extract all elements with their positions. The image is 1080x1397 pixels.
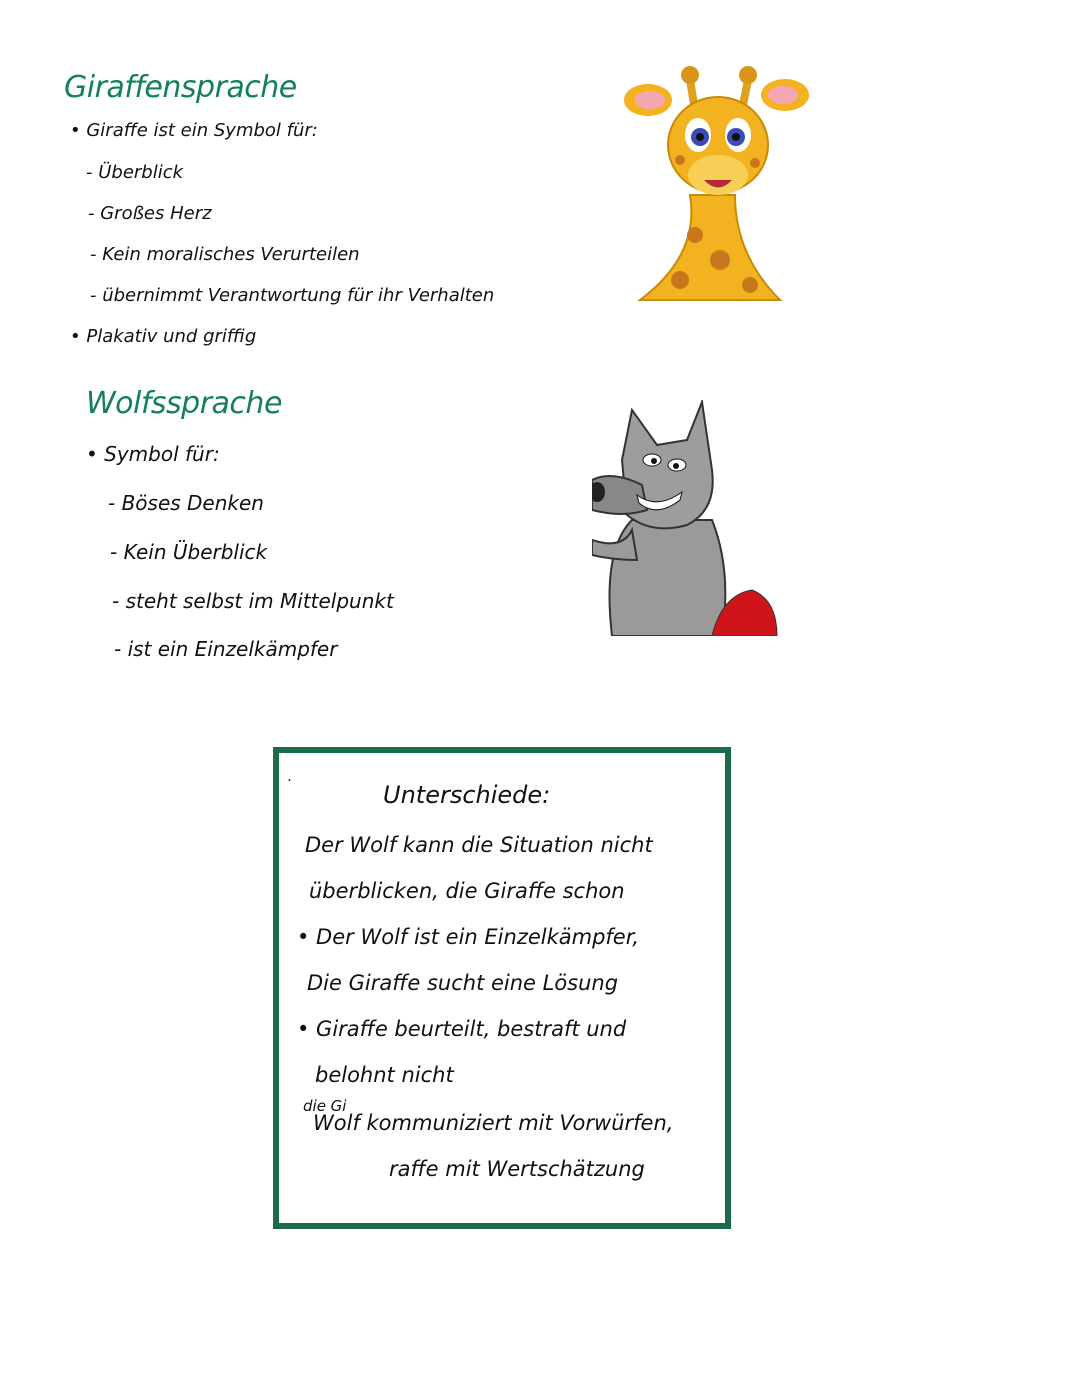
box-line: belohnt nicht — [315, 1063, 454, 1087]
box-line: • Giraffe beurteilt, bestraft und — [297, 1017, 627, 1041]
list-item: - ist ein Einzelkämpfer — [114, 637, 338, 661]
box-line: • Der Wolf ist ein Einzelkämpfer, — [297, 925, 640, 949]
wolf-image — [592, 400, 782, 636]
giraffe-extra: • Plakativ und griffig — [70, 326, 257, 347]
stray-dot: · — [287, 773, 292, 789]
list-item: - Überblick — [86, 162, 184, 183]
box-line: Wolf kommuniziert mit Vorwürfen, — [313, 1111, 674, 1135]
list-item: - Kein moralisches Verurteilen — [90, 244, 360, 265]
box-line: überblicken, die Giraffe schon — [309, 879, 625, 903]
box-line: raffe mit Wertschätzung — [389, 1157, 645, 1181]
differences-box — [273, 747, 731, 1229]
list-item: - Kein Überblick — [110, 540, 268, 564]
box-line: Die Giraffe sucht eine Lösung — [307, 971, 619, 995]
list-item: - übernimmt Verantwortung für ihr Verhalten — [90, 285, 495, 306]
box-title: Unterschiede: — [383, 781, 551, 809]
list-item: - Großes Herz — [88, 203, 212, 224]
giraffe-image — [620, 55, 810, 305]
box-line: Der Wolf kann die Situation nicht — [305, 833, 653, 857]
correction-note: die Gi — [303, 1097, 347, 1115]
wolf-heading: Wolfssprache — [86, 386, 282, 421]
giraffe-intro: • Giraffe ist ein Symbol für: — [70, 120, 318, 141]
list-item: - steht selbst im Mittelpunkt — [112, 589, 394, 613]
giraffe-heading: Giraffensprache — [64, 70, 297, 105]
list-item: - Böses Denken — [108, 491, 264, 515]
wolf-intro: • Symbol für: — [86, 442, 220, 466]
